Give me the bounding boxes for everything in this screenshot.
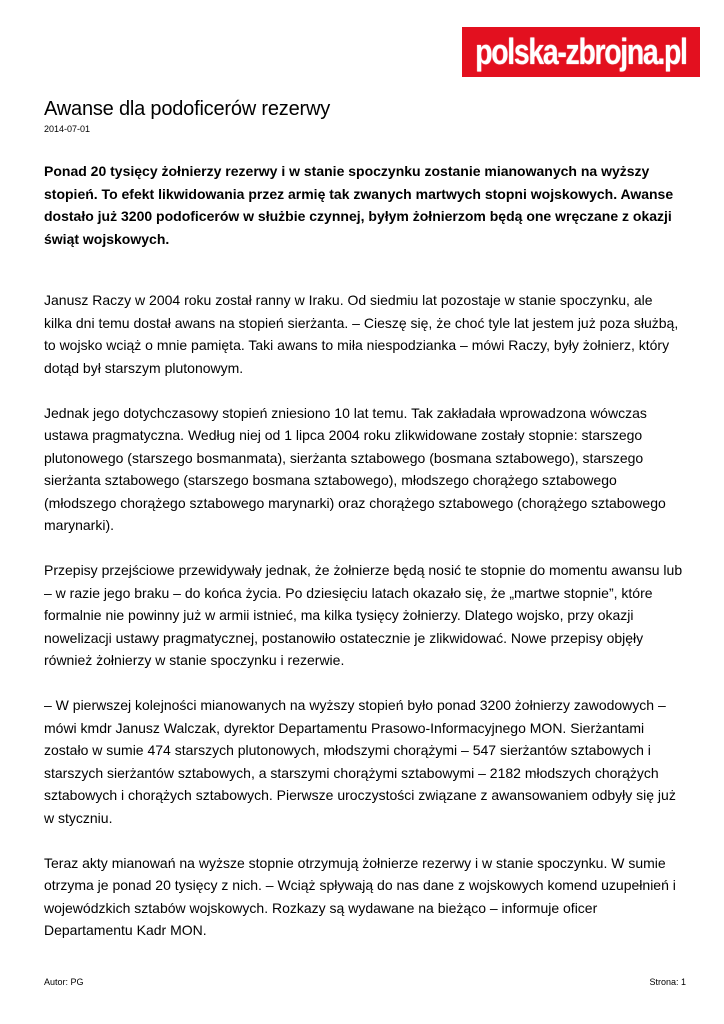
article-lead: Ponad 20 tysięcy żołnierzy rezerwy i w stanie spoczynku zostanie mianowanych na wyższy stopień. To efekt likwidowania przez armię tak zwanych martwych stopni wojskowych. Awanse dostało już 3200 podoficerów w służbie czynnej, byłym żołnierzom będą one wręczane z okazji świąt wojskowych.: [44, 163, 674, 247]
article-paragraph: Teraz akty mianowań na wyższe stopnie otrzymują żołnierze rezerwy i w stanie spoczynku. W sumie otrzyma je ponad 20 tysięcy z nich. – Wciąż spływają do nas dane z wojskowych komend uzupełnień i wojewódzkich sztabów wojskowych. Rozkazy są wydawane na bieżąco – informuje oficer Departamentu Kadr MON.: [44, 854, 676, 938]
article-body: [44, 289, 684, 964]
article-paragraph: – W pierwszej kolejności mianowanych na wyższy stopień było ponad 3200 żołnierzy zawodowych – mówi kmdr Janusz Walczak, dyrektor Departamentu Prasowo-Informacyjnego MON. Sierżantami zostało w sumie 474 starszych plutonowych, młodszymi chorążymi – 547 sierżantów sztabowych i starszych sierżantów sztabowych, a starszymi chorążymi sztabowymi – 2182 młodszych chorążych sztabowych i chorążych sztabowych. Pierwsze uroczystości związane z awansowaniem odbyły się już w styczniu.: [44, 697, 676, 826]
site-logo[interactable]: [462, 27, 700, 77]
article-date: 2014-07-01: [44, 124, 91, 134]
footer-author: Autor: PG: [44, 977, 84, 987]
site-logo-text: polska-zbrojna.pl: [475, 31, 687, 72]
article-paragraph: Jednak jego dotychczasowy stopień zniesiono 10 lat temu. Tak zakładała wprowadzona wówczas ustawa pragmatyczna. Według niej od 1 lipca 2004 roku zlikwidowane zostały stopnie: starszego plutonowego (starszego bosmanmata), sierżanta sztabowego (bosmana sztabowego), starszego sierżanta sztabowego (starszego bosmana sztabowego), młodszego chorążego sztabowego (młodszego chorążego sztabowego marynarki) oraz chorążego sztabowego (chorążego sztabowego marynarki).: [44, 404, 666, 533]
article-paragraph: Przepisy przejściowe przewidywały jednak, że żołnierze będą nosić te stopnie do momentu awansu lub – w razie jego braku – do końca życia. Po dziesięciu latach okazało się, że „martwe stopnie”, które formalnie nie powinny już w armii istnieć, ma kilka tysięcy żołnierzy. Dlatego wojsko, przy okazji nowelizacji ustawy pragmatycznej, postanowiło ostatecznie je zlikwidować. Nowe przepisy objęły również żołnierzy w stanie spoczynku i rezerwie.: [44, 562, 683, 668]
footer-page-number: Strona: 1: [649, 977, 686, 987]
article-title: Awanse dla podoficerów rezerwy: [44, 98, 331, 120]
article-paragraph: Janusz Raczy w 2004 roku został ranny w Iraku. Od siedmiu lat pozostaje w stanie spoczynku, ale kilka dni temu dostał awans na stopień sierżanta. – Cieszę się, że choć tyle lat jestem już poza służbą, to wojsko wciąż o mnie pamięta. Taki awans to miła niespodzianka – mówi Raczy, były żołnierz, który dotąd był starszym plutonowym.: [44, 292, 679, 376]
